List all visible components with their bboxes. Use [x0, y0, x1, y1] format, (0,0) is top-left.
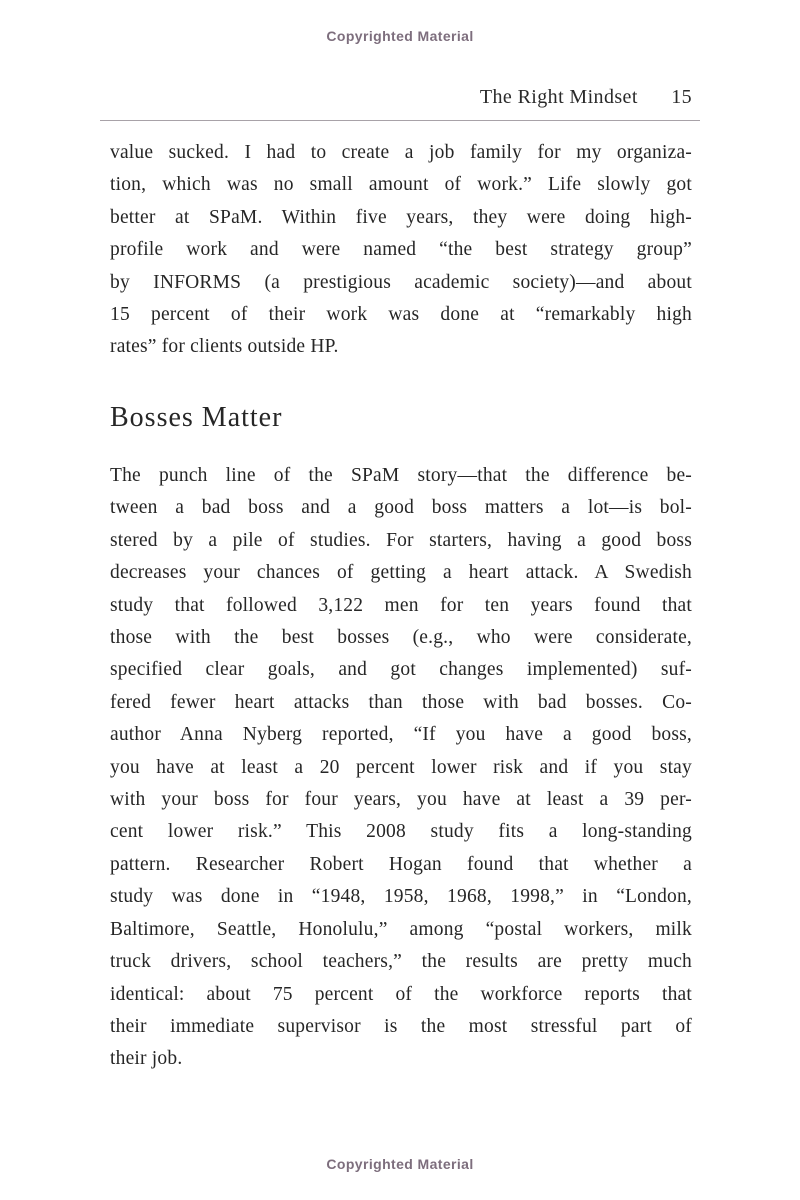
- text-line: profile work and were named “the best strategy group”: [110, 239, 692, 261]
- text-line: truck drivers, school teachers,” the results are pretty much: [110, 951, 692, 973]
- text-line: Baltimore, Seattle, Honolulu,” among “postal workers, milk: [110, 918, 692, 940]
- text-line: The punch line of the SPaM story—that the difference be-: [110, 465, 692, 486]
- text-line: value sucked. I had to create a job family for my organiza-: [110, 142, 692, 163]
- text-line: pattern. Researcher Robert Hogan found that whether a: [110, 853, 692, 875]
- text-line: by INFORMS (a prestigious academic society)—and about: [110, 271, 692, 293]
- text-line: those with the best bosses (e.g., who were considerate,: [110, 627, 692, 649]
- body-paragraph: [110, 460, 692, 1076]
- text-line: you have at least a 20 percent lower risk and if you stay: [110, 756, 692, 778]
- text-line: identical: about 75 percent of the workforce reports that: [110, 983, 692, 1005]
- section-heading: Bosses Matter: [110, 402, 283, 433]
- text-line: specified clear goals, and got changes implemented) suf-: [110, 659, 692, 681]
- text-line: 15 percent of their work was done at “remarkably high: [110, 304, 692, 326]
- text-line: rates” for clients outside HP.: [110, 336, 339, 358]
- text-line: their immediate supervisor is the most stressful part of: [110, 1015, 692, 1037]
- text-line: fered fewer heart attacks than those with bad bosses. Co-: [110, 691, 692, 713]
- text-line: their job.: [110, 1048, 183, 1070]
- opening-paragraph: [110, 137, 692, 364]
- text-line: study was done in “1948, 1958, 1968, 1998,” in “London,: [110, 886, 692, 908]
- text-line: better at SPaM. Within five years, they were doing high-: [110, 206, 692, 228]
- text-line: with your boss for four years, you have at least a 39 per-: [110, 789, 692, 811]
- text-line: cent lower risk.” This 2008 study fits a long-standing: [110, 821, 692, 843]
- text-line: study that followed 3,122 men for ten years found that: [110, 594, 692, 616]
- text-line: author Anna Nyberg reported, “If you have a good boss,: [110, 724, 692, 746]
- text-line: tween a bad boss and a good boss matters a lot—is bol-: [110, 497, 692, 519]
- text-line: decreases your chances of getting a heart attack. A Swedish: [110, 562, 692, 584]
- copyright-watermark-top: Copyrighted Material: [326, 28, 474, 44]
- page-number: 15: [671, 86, 692, 108]
- running-title: The Right Mindset: [479, 86, 638, 108]
- text-line: stered by a pile of studies. For starters, having a good boss: [110, 529, 692, 551]
- page-header: [100, 86, 700, 121]
- text-line: tion, which was no small amount of work.” Life slowly got: [110, 174, 692, 196]
- copyright-watermark-bottom: Copyrighted Material: [326, 1156, 474, 1172]
